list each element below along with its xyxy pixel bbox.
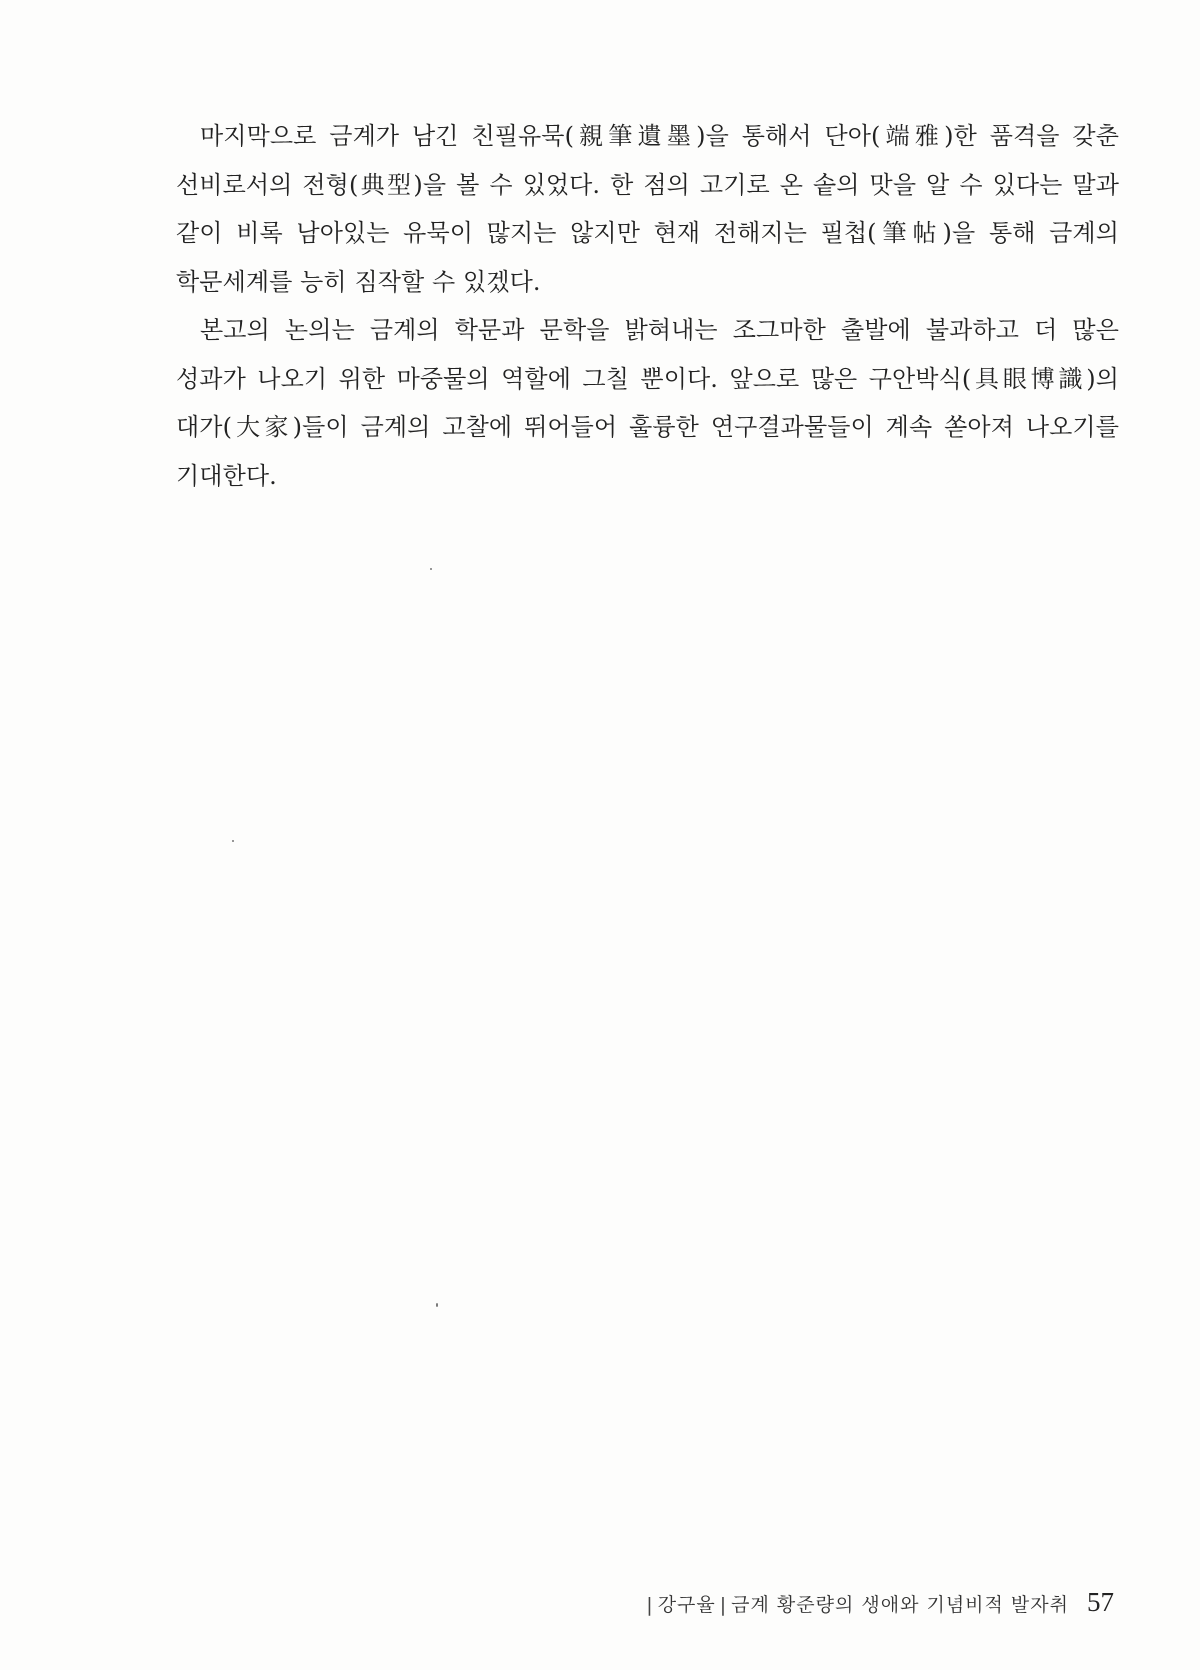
body-text [176,112,1119,500]
scan-speck [232,840,234,842]
footer-title: 금계 황준량의 생애와 기념비적 발자취 [731,1594,1069,1616]
paragraph-conclusion-2: 본고의 논의는 금계의 학문과 문학을 밝혀내는 조그마한 출발에 불과하고 더 많은 성과가 나오기 위한 마중물의 역할에 그칠 뿐이다. 앞으로 많은 구안박식(具眼博識)의 대가(大家)들이 금계의 고찰에 뛰어들어 훌륭한 연구결과물들이 계속 쏟아져 나오기를 기대한다. [176,316,1119,490]
scan-speck [436,1303,438,1307]
paragraph-conclusion-1: 마지막으로 금계가 남긴 친필유묵(親筆遺墨)을 통해서 단아(端雅)한 품격을 갖춘 선비로서의 전형(典型)을 볼 수 있었다. 한 점의 고기로 온 솥의 맛을 알 수 있다는 말과 같이 비록 남아있는 유묵이 많지는 않지만 현재 전해지는 필첩(筆帖)을 통해 금계의 학문세계를 능히 짐작할 수 있겠다. [176,122,1119,296]
separator-bar: | [719,1594,728,1616]
running-head [646,1590,1069,1617]
footer-author: 강구율 [657,1594,716,1616]
page-number: 57 [1087,1587,1114,1617]
running-footer [646,1587,1114,1618]
scan-speck [430,568,432,570]
separator-bar: | [646,1594,654,1616]
